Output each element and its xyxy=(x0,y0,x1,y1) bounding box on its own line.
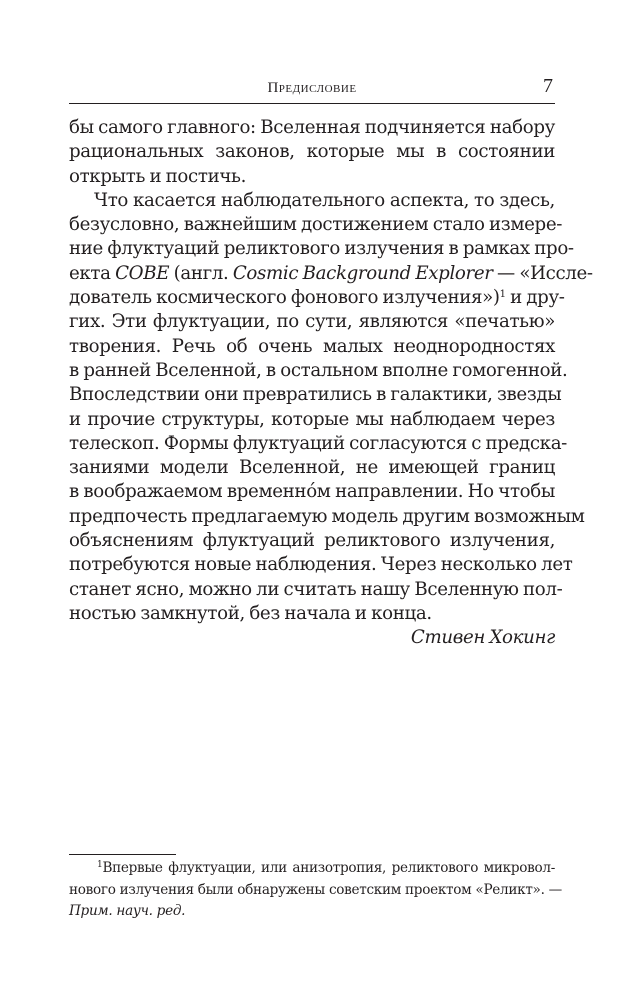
text-segment: — «Иссле- xyxy=(492,262,593,284)
text-line xyxy=(69,262,593,286)
footnote-line: нового излучения были обнаружены советским проектом «Реликт». — xyxy=(69,881,562,898)
cobe-term: COBE xyxy=(115,262,170,284)
running-head: Предисловие xyxy=(267,80,357,96)
text-line: в воображаемом временно́м направлении. Но чтобы xyxy=(69,481,555,503)
text-segment: дователь космического фонового излучения») xyxy=(69,287,500,309)
text-line: открыть и постичь. xyxy=(69,165,246,187)
text-line: заниями модели Вселенной, не имеющей границ xyxy=(69,457,555,479)
text-line: гих. Эти флуктуации, по сути, являются «печатью» xyxy=(69,311,555,333)
footnote-line xyxy=(69,858,555,880)
footnote-text: Впервые флуктуации, или анизотропия, реликтового микровол- xyxy=(102,860,555,876)
main-text xyxy=(69,116,593,651)
footnote-reference: 1 xyxy=(499,289,506,301)
text-line: бы самого главного: Вселенная подчиняется набору xyxy=(69,117,555,138)
text-line: телескоп. Формы флуктуаций согласуются с предска- xyxy=(69,432,567,454)
text-line: рациональных законов, которые мы в состоянии xyxy=(69,141,555,163)
author-signature: Стивен Хокинг xyxy=(410,627,555,649)
page-header xyxy=(69,72,555,102)
text-line: станет ясно, можно ли считать нашу Вселенную пол- xyxy=(69,578,563,600)
page-number: 7 xyxy=(543,75,553,97)
text-line: потребуются новые наблюдения. Через несколько лет xyxy=(69,554,573,576)
text-line: в ранней Вселенной, в остальном вполне гомогенной. xyxy=(69,359,568,381)
cosmic-background-explorer-term: Cosmic Background Explorer xyxy=(232,262,493,284)
text-line: безусловно, важнейшим достижением стало измере- xyxy=(69,214,563,236)
text-line: Что касается наблюдательного аспекта, то здесь, xyxy=(94,189,555,211)
text-line: объяснениям флуктуаций реликтового излучения, xyxy=(69,530,555,552)
text-line: Впоследствии они превратились в галактики, звезды xyxy=(69,384,562,406)
text-line: предпочесть предлагаемую модель другим возможным xyxy=(69,505,585,527)
footnote xyxy=(69,858,562,923)
text-segment: екта xyxy=(69,262,116,284)
text-line: творения. Речь об очень малых неоднородностях xyxy=(69,335,555,357)
text-segment: (англ. xyxy=(169,262,233,284)
text-line: и прочие структуры, которые мы наблюдаем через xyxy=(69,408,555,430)
text-line: ностью замкнутой, без начала и конца. xyxy=(69,602,432,624)
text-segment: и дру- xyxy=(505,287,565,309)
footnote-editor-note: Прим. науч. ред. xyxy=(69,903,186,919)
text-line xyxy=(69,286,565,310)
footnote-rule xyxy=(69,854,176,855)
footnote-marker: 1 xyxy=(97,860,103,870)
text-line: ние флуктуаций реликтового излучения в рамках про- xyxy=(69,238,574,260)
header-rule xyxy=(69,103,555,104)
